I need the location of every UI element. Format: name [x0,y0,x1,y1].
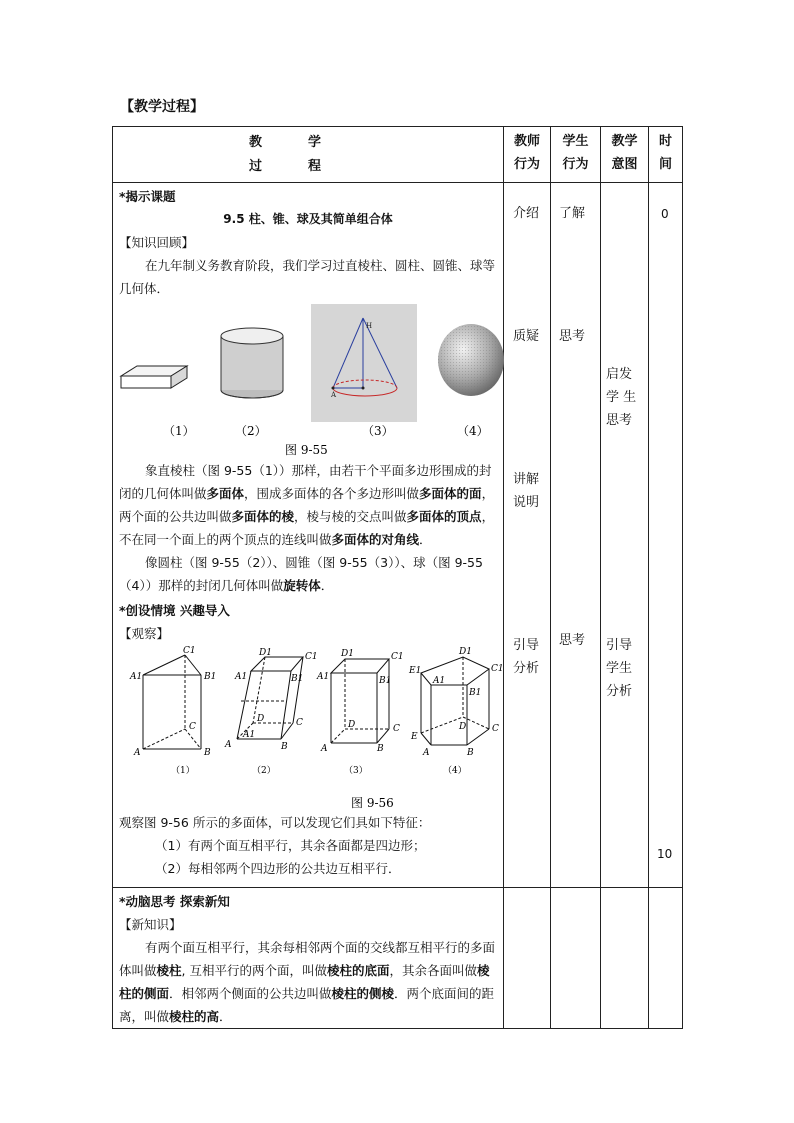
fig55-label-3: （3） [362,424,394,438]
section-scenario: *创设情境 兴趣导入 [119,603,230,618]
polyhedron-definition: 象直棱柱（图 9-55（1））那样，由若干个平面多边形围成的封闭的几何体叫做多面体，围成多面体的各个多边形叫做多面体的面，两个面的公共边叫做多面体的棱，棱与棱的交点叫做多面体的顶点，不在同一个面上的两个顶点的连线叫做多面体的对角线． [119,463,495,547]
f1-label-b: B [204,748,211,758]
time-start: 0 [661,207,669,221]
fig55-label-2: （2） [235,424,267,438]
term-diagonal: 多面体的对角线 [331,532,420,547]
cone-label-a: A [331,391,337,399]
fig56-label-2: （2） [252,766,276,776]
teaching-intent-cell-2 [601,888,649,1029]
teacher-question: 质疑 [513,329,540,344]
observe-label: 【观察】 [119,626,170,641]
review-text: 在九年制义务教育阶段，我们学习过直棱柱、圆柱、圆锥、球等几何体． [119,258,496,296]
section-explore: *动脑思考 探索新知 [119,894,230,909]
header-student: 学生 行为 [551,127,601,183]
f4-label-c: C [492,724,499,734]
header-main-line1-b: 学 [308,135,322,150]
f1-label-c: C [189,722,196,732]
f2-label-d: D [257,714,265,724]
teacher-guide: 引导 分析 [513,638,540,676]
f4-label-c1: C1 [491,664,504,674]
f4-label-a: A [423,748,430,758]
content-row-2 [113,888,683,1029]
teacher-explain: 讲解 说明 [513,472,540,510]
student-behavior-cell-2 [551,888,601,1029]
term-prism-lateral-edge: 棱柱的侧棱 [331,986,395,1001]
observe-text: 观察图 9-56 所示的多面体，可以发现它们具如下特征： [119,815,431,830]
content-cell-1 [113,183,504,888]
fig56-label-1: （1） [171,766,195,776]
f2-label-a1: A1 [235,672,248,682]
header-intent: 教学 意图 [601,127,649,183]
term-face: 多面体的面 [419,486,482,501]
feature-1: （1）有两个面互相平行，其余各面都是四边形； [155,838,426,853]
section-reveal-topic: *揭示课题 [119,189,176,204]
f4-label-d: D [459,722,467,732]
teacher-introduce: 介绍 [513,206,540,221]
f1-label-a: A [134,748,141,758]
fig55-caption: 图 9-55 [285,443,328,456]
prism-triangular [143,655,201,749]
f2-label-b: B [281,742,288,752]
fig56-label-4: （4） [443,766,467,776]
header-time: 时 间 [649,127,683,183]
term-rotation-body: 旋转体 [283,578,321,593]
header-teacher: 教师 行为 [504,127,551,183]
fig55-label-4: （4） [457,424,489,438]
time-cell-2 [649,888,683,1029]
f4-label-b: B [467,748,474,758]
header-main-line2-b: 程 [308,159,322,174]
rotation-body-definition: 像圆柱（图 9-55（2））、圆锥（图 9-55（3））、球（图 9-55（4））那样的封闭几何体叫做旋转体． [119,555,483,593]
teacher-behavior-cell [504,183,551,888]
term-polyhedron: 多面体 [206,486,245,501]
teacher-behavior-cell-2 [504,888,551,1029]
f3-label-c: C [393,724,400,734]
box-shape [121,366,187,388]
f2-label-b1: B1 [291,674,304,684]
content-cell-2 [113,888,504,1029]
fig56-label-3: （3） [344,766,368,776]
figure-9-55-drawing [119,304,504,456]
term-edge: 多面体的棱 [231,509,295,524]
term-vertex: 多面体的顶点 [406,509,482,524]
f3-label-a: A [321,744,328,754]
teaching-intent-cell [601,183,649,888]
f1-label-a1: A1 [130,672,143,682]
prism-oblique [237,657,303,739]
f4-label-b1: B1 [469,688,482,698]
student-think-2: 思考 [559,633,586,648]
term-prism-height: 棱柱的高 [169,1009,220,1024]
cone-shape [311,304,417,422]
f2-label-c1: C1 [305,652,318,662]
cone-label-h: H [366,322,373,330]
f4-label-a1: A1 [433,676,446,686]
review-label: 【知识回顾】 [119,235,195,250]
f3-label-a1: A1 [317,672,330,682]
time-cell [649,183,683,888]
f2-label-d1: D1 [259,648,272,658]
f3-label-b1: B1 [379,676,392,686]
f2-label-a: A [225,740,232,750]
lesson-title: 9.5 柱、锥、球及其简单组合体 [223,212,393,226]
f4-label-e: E [411,732,418,742]
header-main-line2-a: 过 [249,159,263,174]
f4-label-d1: D1 [459,647,472,657]
fig55-label-1: （1） [163,424,195,438]
f2-label-c: C [296,718,303,728]
figure-9-55 [119,304,497,456]
term-prism: 棱柱 [156,963,182,978]
new-knowledge-label: 【新知识】 [119,917,182,932]
intent-guide: 引导 学生 分析 [606,638,633,699]
f3-label-d: D [348,720,356,730]
prism-cuboid [331,659,392,743]
f1-label-c1: C1 [183,646,196,656]
f3-label-d1: D1 [341,649,354,659]
term-prism-lateral-face: 棱柱的侧面 [119,963,490,1001]
section-heading: 【教学过程】 [120,99,204,115]
f2-label-a1-bottom: A1 [243,730,256,740]
feature-2: （2）每相邻两个四边形的公共边互相平行． [155,861,401,876]
time-ten: 10 [657,847,673,861]
student-understand: 了解 [559,206,586,221]
student-behavior-cell [551,183,601,888]
table-header-row [113,127,683,183]
header-main-line1-a: 教 [249,135,263,150]
header-main [113,127,504,183]
prism-pentagonal [421,657,489,745]
term-prism-base: 棱柱的底面 [326,963,390,978]
cylinder-shape [221,328,283,398]
intent-inspire: 启发 学 生 思考 [606,367,637,428]
f3-label-c1: C1 [391,652,404,662]
figure-9-56 [119,645,504,811]
sphere-shape [438,324,504,396]
f3-label-b: B [377,744,384,754]
lesson-table [112,126,683,1029]
f4-label-e1: E1 [409,666,422,676]
f1-label-b1: B1 [204,672,217,682]
student-think-1: 思考 [559,329,586,344]
fig56-caption: 图 9-56 [351,796,394,810]
content-row-1 [113,183,683,888]
prism-definition: 有两个面互相平行，其余每相邻两个面的交线都互相平行的多面体叫做棱柱, 互相平行的两个面，叫做棱柱的底面，其余各面叫做棱柱的侧面．相邻两个侧面的公共边叫做棱柱的侧棱．两个底面间的距离，叫做棱柱的高． [119,940,496,1024]
figure-9-56-drawing [119,645,504,811]
